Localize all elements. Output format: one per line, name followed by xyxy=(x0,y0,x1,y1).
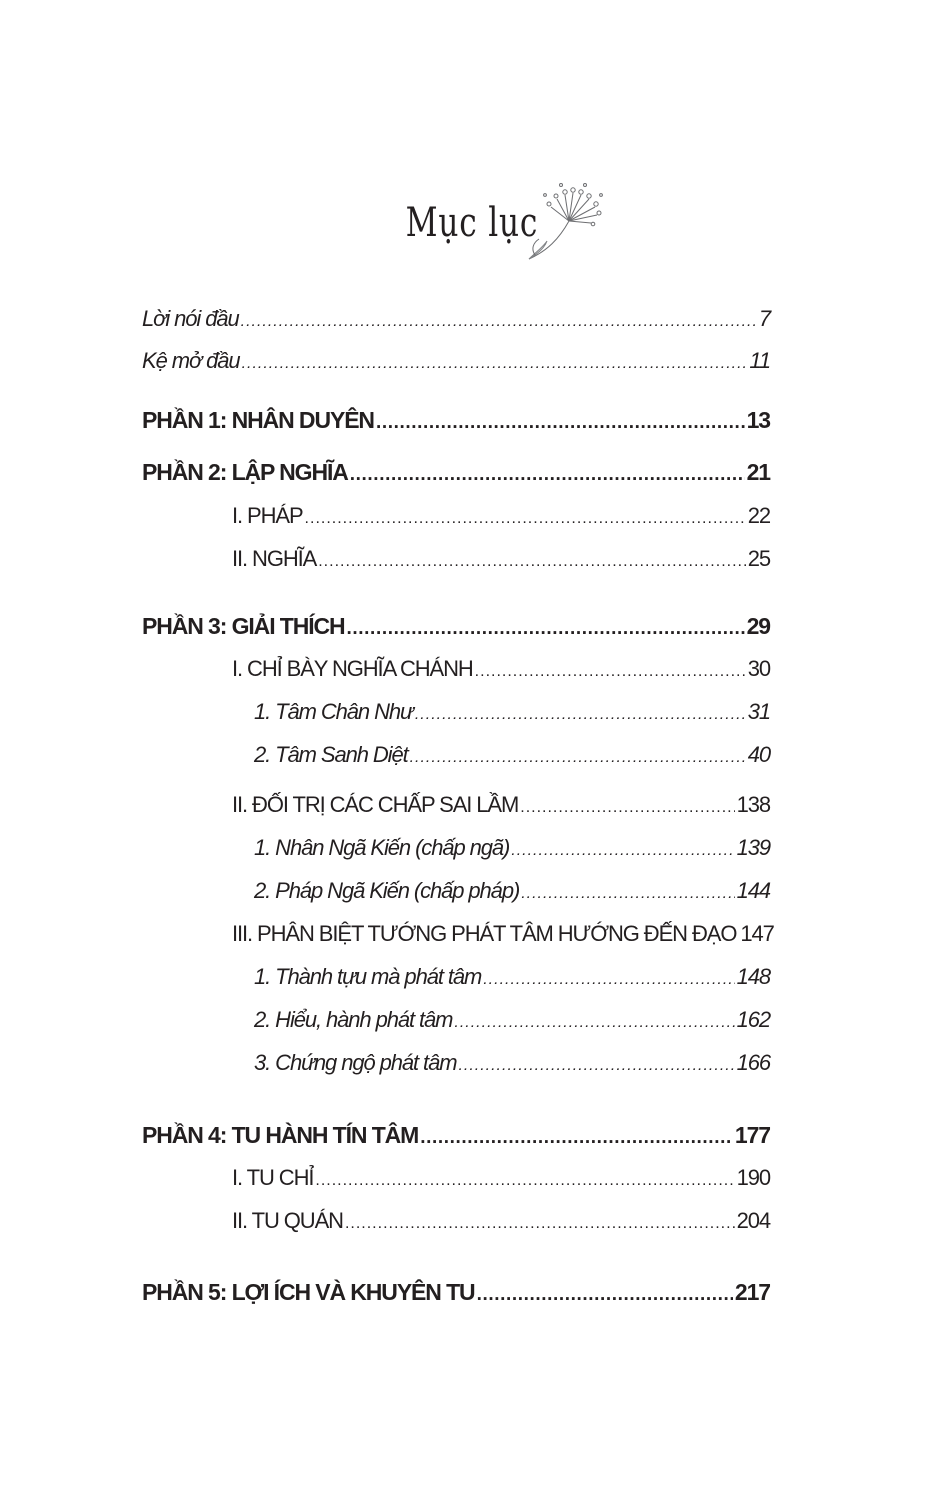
leader-dots xyxy=(345,1210,735,1238)
leader-dots xyxy=(376,409,745,437)
leader-dots xyxy=(315,1167,734,1195)
toc-part[interactable] xyxy=(142,406,770,437)
leader-dots xyxy=(318,548,745,576)
toc-entry-title: II. TU QUÁN xyxy=(232,1208,343,1233)
dandelion-icon xyxy=(525,181,605,263)
toc-entry[interactable] xyxy=(142,698,770,729)
toc-entry-title: 2. Hiểu, hành phát tâm xyxy=(254,1007,453,1032)
leader-dots xyxy=(521,880,734,908)
leader-dots xyxy=(475,658,746,686)
toc-entry-page: 177 xyxy=(734,1122,770,1148)
toc-entry-page: 30 xyxy=(747,656,770,681)
toc-entry-page: 29 xyxy=(746,613,770,639)
leader-dots xyxy=(520,794,734,822)
toc-entry-title: II. NGHĨA xyxy=(232,546,317,571)
toc-entry-title: 2. Pháp Ngã Kiến (chấp pháp) xyxy=(254,878,520,903)
leader-dots xyxy=(420,1124,733,1152)
leader-dots xyxy=(242,350,748,378)
leader-dots xyxy=(350,461,745,489)
toc-entry-title: PHẦN 1: NHÂN DUYÊN xyxy=(142,407,374,433)
toc-entry-page: 21 xyxy=(746,459,770,485)
toc-part[interactable] xyxy=(142,458,770,489)
toc-entry-page: 31 xyxy=(747,699,770,724)
toc-entry-page: 138 xyxy=(736,792,770,817)
toc-entry-title: PHẦN 2: LẬP NGHĨA xyxy=(142,459,348,485)
toc-entry-page: 148 xyxy=(736,964,770,989)
toc-entry[interactable] xyxy=(142,741,770,772)
leader-dots xyxy=(241,308,757,336)
page-title: Mục lục xyxy=(405,200,538,246)
toc-entry-page: 13 xyxy=(746,407,770,433)
toc-entry-title: PHẦN 4: TU HÀNH TÍN TÂM xyxy=(142,1122,419,1148)
toc-entry[interactable] xyxy=(142,834,770,865)
toc-entry[interactable] xyxy=(142,1207,770,1238)
toc-entry-title: I. CHỈ BÀY NGHĨA CHÁNH xyxy=(232,656,473,681)
title-area xyxy=(0,180,943,270)
toc-entry-title: 1. Thành tựu mà phát tâm xyxy=(254,964,482,989)
leader-dots xyxy=(483,966,734,994)
toc-entry-page: 11 xyxy=(749,348,770,373)
toc-entry-title: PHẦN 3: GIẢI THÍCH xyxy=(142,613,345,639)
toc-entry[interactable] xyxy=(142,1164,770,1195)
leader-dots xyxy=(410,744,746,772)
toc-entry-page: 204 xyxy=(736,1208,770,1233)
toc-entry-page: 144 xyxy=(736,878,770,903)
leader-dots xyxy=(477,1281,733,1309)
toc-entry-page: 139 xyxy=(736,835,770,860)
toc-part[interactable] xyxy=(142,1121,770,1152)
toc-entry[interactable] xyxy=(142,791,770,822)
toc-entry[interactable] xyxy=(142,545,770,576)
leader-dots xyxy=(454,1009,734,1037)
toc-entry-title: Kệ mở đầu xyxy=(142,348,240,373)
toc-entry[interactable] xyxy=(142,920,774,951)
toc-entry-page: 162 xyxy=(736,1007,770,1032)
leader-dots xyxy=(511,837,734,865)
toc-entry-page: 217 xyxy=(734,1279,770,1305)
toc-entry-page: 22 xyxy=(747,503,770,528)
toc-entry[interactable] xyxy=(142,1006,770,1037)
leader-dots xyxy=(347,615,745,643)
toc-entry-page: 147 xyxy=(740,921,774,946)
toc-entry-title: III. PHÂN BIỆT TƯỚNG PHÁT TÂM HƯỚNG ĐẾN ĐẠO xyxy=(232,921,737,946)
toc-entry[interactable] xyxy=(142,963,770,994)
leader-dots xyxy=(415,701,746,729)
toc-entry-title: PHẦN 5: LỢI ÍCH VÀ KHUYÊN TU xyxy=(142,1279,475,1305)
toc-entry[interactable] xyxy=(142,347,770,378)
leader-dots xyxy=(458,1052,734,1080)
toc-entry-title: 1. Nhân Ngã Kiến (chấp ngã) xyxy=(254,835,510,860)
toc-entry-page: 40 xyxy=(747,742,770,767)
toc-entry-title: Lời nói đầu xyxy=(142,306,239,331)
toc-entry-page: 166 xyxy=(736,1050,770,1075)
leader-dots xyxy=(305,505,746,533)
toc-entry-page: 7 xyxy=(758,306,770,331)
toc-entry[interactable] xyxy=(142,1049,770,1080)
toc-entry[interactable] xyxy=(142,877,770,908)
toc-entry-title: 1. Tâm Chân Như xyxy=(254,699,413,724)
toc-entry[interactable] xyxy=(142,655,770,686)
toc-part[interactable] xyxy=(142,612,770,643)
toc-entry-title: I. TU CHỈ xyxy=(232,1165,314,1190)
toc-entry-page: 190 xyxy=(736,1165,770,1190)
toc-entry-title: I. PHÁP xyxy=(232,503,303,528)
toc-entry[interactable] xyxy=(142,502,770,533)
toc-entry-title: 3. Chứng ngộ phát tâm xyxy=(254,1050,457,1075)
toc-entry-page: 25 xyxy=(747,546,770,571)
toc-entry[interactable] xyxy=(142,305,770,336)
toc-entry-title: 2. Tâm Sanh Diệt xyxy=(254,742,408,767)
toc-entry-title: II. ĐỐI TRỊ CÁC CHẤP SAI LẦM xyxy=(232,792,519,817)
toc-part[interactable] xyxy=(142,1278,770,1309)
